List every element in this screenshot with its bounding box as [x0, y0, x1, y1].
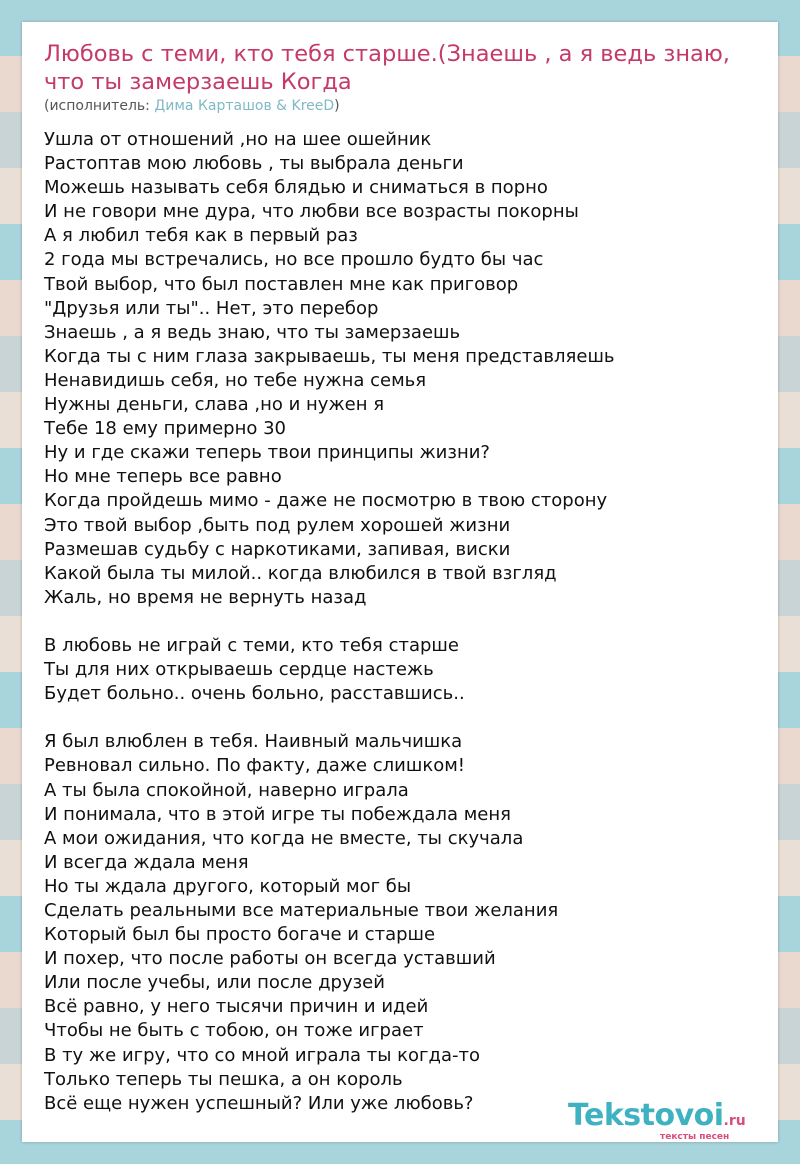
lyric-line: Сделать реальными все материальные твои желания [44, 900, 559, 921]
lyric-line: Всё еще нужен успешный? Или уже любовь? [44, 1092, 474, 1114]
lyric-line: Твой выбор, что был поставлен мне как приговор [44, 273, 519, 295]
lyric-line: А я любил тебя как в первый раз [44, 225, 358, 247]
performer-prefix: (исполнитель: [44, 98, 155, 114]
lyric-line: И не говори мне дура, что любви все возрасты покорны [44, 201, 579, 223]
lyric-line: Ты для них открываешь сердце настежь [44, 659, 434, 681]
artist-link[interactable]: Дима Карташов & KreeD [154, 98, 335, 114]
lyric-line: Знаешь , а я ведь знаю, что ты замерзаешь [44, 321, 461, 343]
lyric-line: Размешав судьбу с наркотиками, запивая, виски [44, 538, 511, 560]
lyric-line: Всё равно, у него тысячи причин и идей [44, 996, 429, 1018]
lyric-line: Который был бы просто богаче и старше [44, 924, 436, 946]
lyric-line: Ненавидишь себя, но тебе нужна семья [44, 369, 427, 391]
lyric-line: Или после учебы, или после друзей [44, 972, 385, 994]
lyric-line: Ревновал сильно. По факту, даже слишком! [44, 755, 465, 777]
logo-brand: Tekstovoi [568, 1098, 724, 1133]
song-title: Любовь с теми, кто тебя старше.(Знаешь , а я ведь знаю, что ты замерзаешь Когда [44, 41, 730, 95]
performer-line [44, 97, 340, 115]
lyrics-body [44, 128, 764, 1116]
lyric-line: В любовь не играй с теми, кто тебя старше [44, 634, 459, 656]
lyric-line: Но ты ждала другого, который мог бы [44, 875, 412, 897]
lyric-line: Будет больно.. очень больно, расставшись.. [44, 683, 465, 705]
lyric-line: Нужны деньги, слава ,но и нужен я [44, 394, 385, 416]
lyric-line: А мои ожидания, что когда не вместе, ты скучала [44, 827, 524, 849]
logo-tld: .ru [723, 1113, 746, 1129]
lyric-line: И похер, что после работы он всегда уставший [44, 948, 496, 970]
lyric-line: В ту же игру, что со мной играла ты когда-то [44, 1044, 480, 1066]
lyric-line: Ушла от отношений ,но на шее ошейник [44, 129, 432, 150]
lyric-line: Можешь называть себя блядью и сниматься в порно [44, 177, 548, 199]
lyric-line: Растоптав мою любовь , ты выбрала деньги [44, 153, 464, 175]
lyric-line: И всегда ждала меня [44, 851, 249, 873]
lyric-line [44, 706, 764, 730]
lyric-line: Ну и где скажи теперь твои принципы жизни? [44, 442, 490, 464]
lyric-line [44, 610, 764, 634]
site-logo[interactable] [568, 1098, 746, 1142]
lyric-line: И понимала, что в этой игре ты побеждала меня [44, 803, 511, 825]
lyric-line: Чтобы не быть с тобою, он тоже играет [44, 1020, 424, 1042]
lyric-line: Жаль, но время не вернуть назад [44, 586, 367, 608]
performer-suffix: ) [334, 98, 340, 114]
lyric-line: "Друзья или ты".. Нет, это перебор [44, 297, 379, 319]
lyric-line: Какой была ты милой.. когда влюбился в твой взгляд [44, 562, 557, 584]
lyric-line: 2 года мы встречались, но все прошло будто бы час [44, 249, 544, 271]
lyric-line: Я был влюблен в тебя. Наивный мальчишка [44, 731, 463, 753]
lyric-line: Это твой выбор ,быть под рулем хорошей жизни [44, 514, 511, 536]
lyric-line: Но мне теперь все равно [44, 466, 282, 488]
lyric-line: Тебе 18 ему примерно 30 [44, 418, 286, 440]
logo-tagline: тексты песен [660, 1132, 730, 1142]
lyric-line: Когда ты с ним глаза закрываешь, ты меня представляешь [44, 345, 615, 367]
lyric-line: Когда пройдешь мимо - даже не посмотрю в твою сторону [44, 490, 608, 512]
lyric-line: А ты была спокойной, наверно играла [44, 779, 409, 801]
lyric-line: Только теперь ты пешка, а он король [44, 1068, 403, 1090]
